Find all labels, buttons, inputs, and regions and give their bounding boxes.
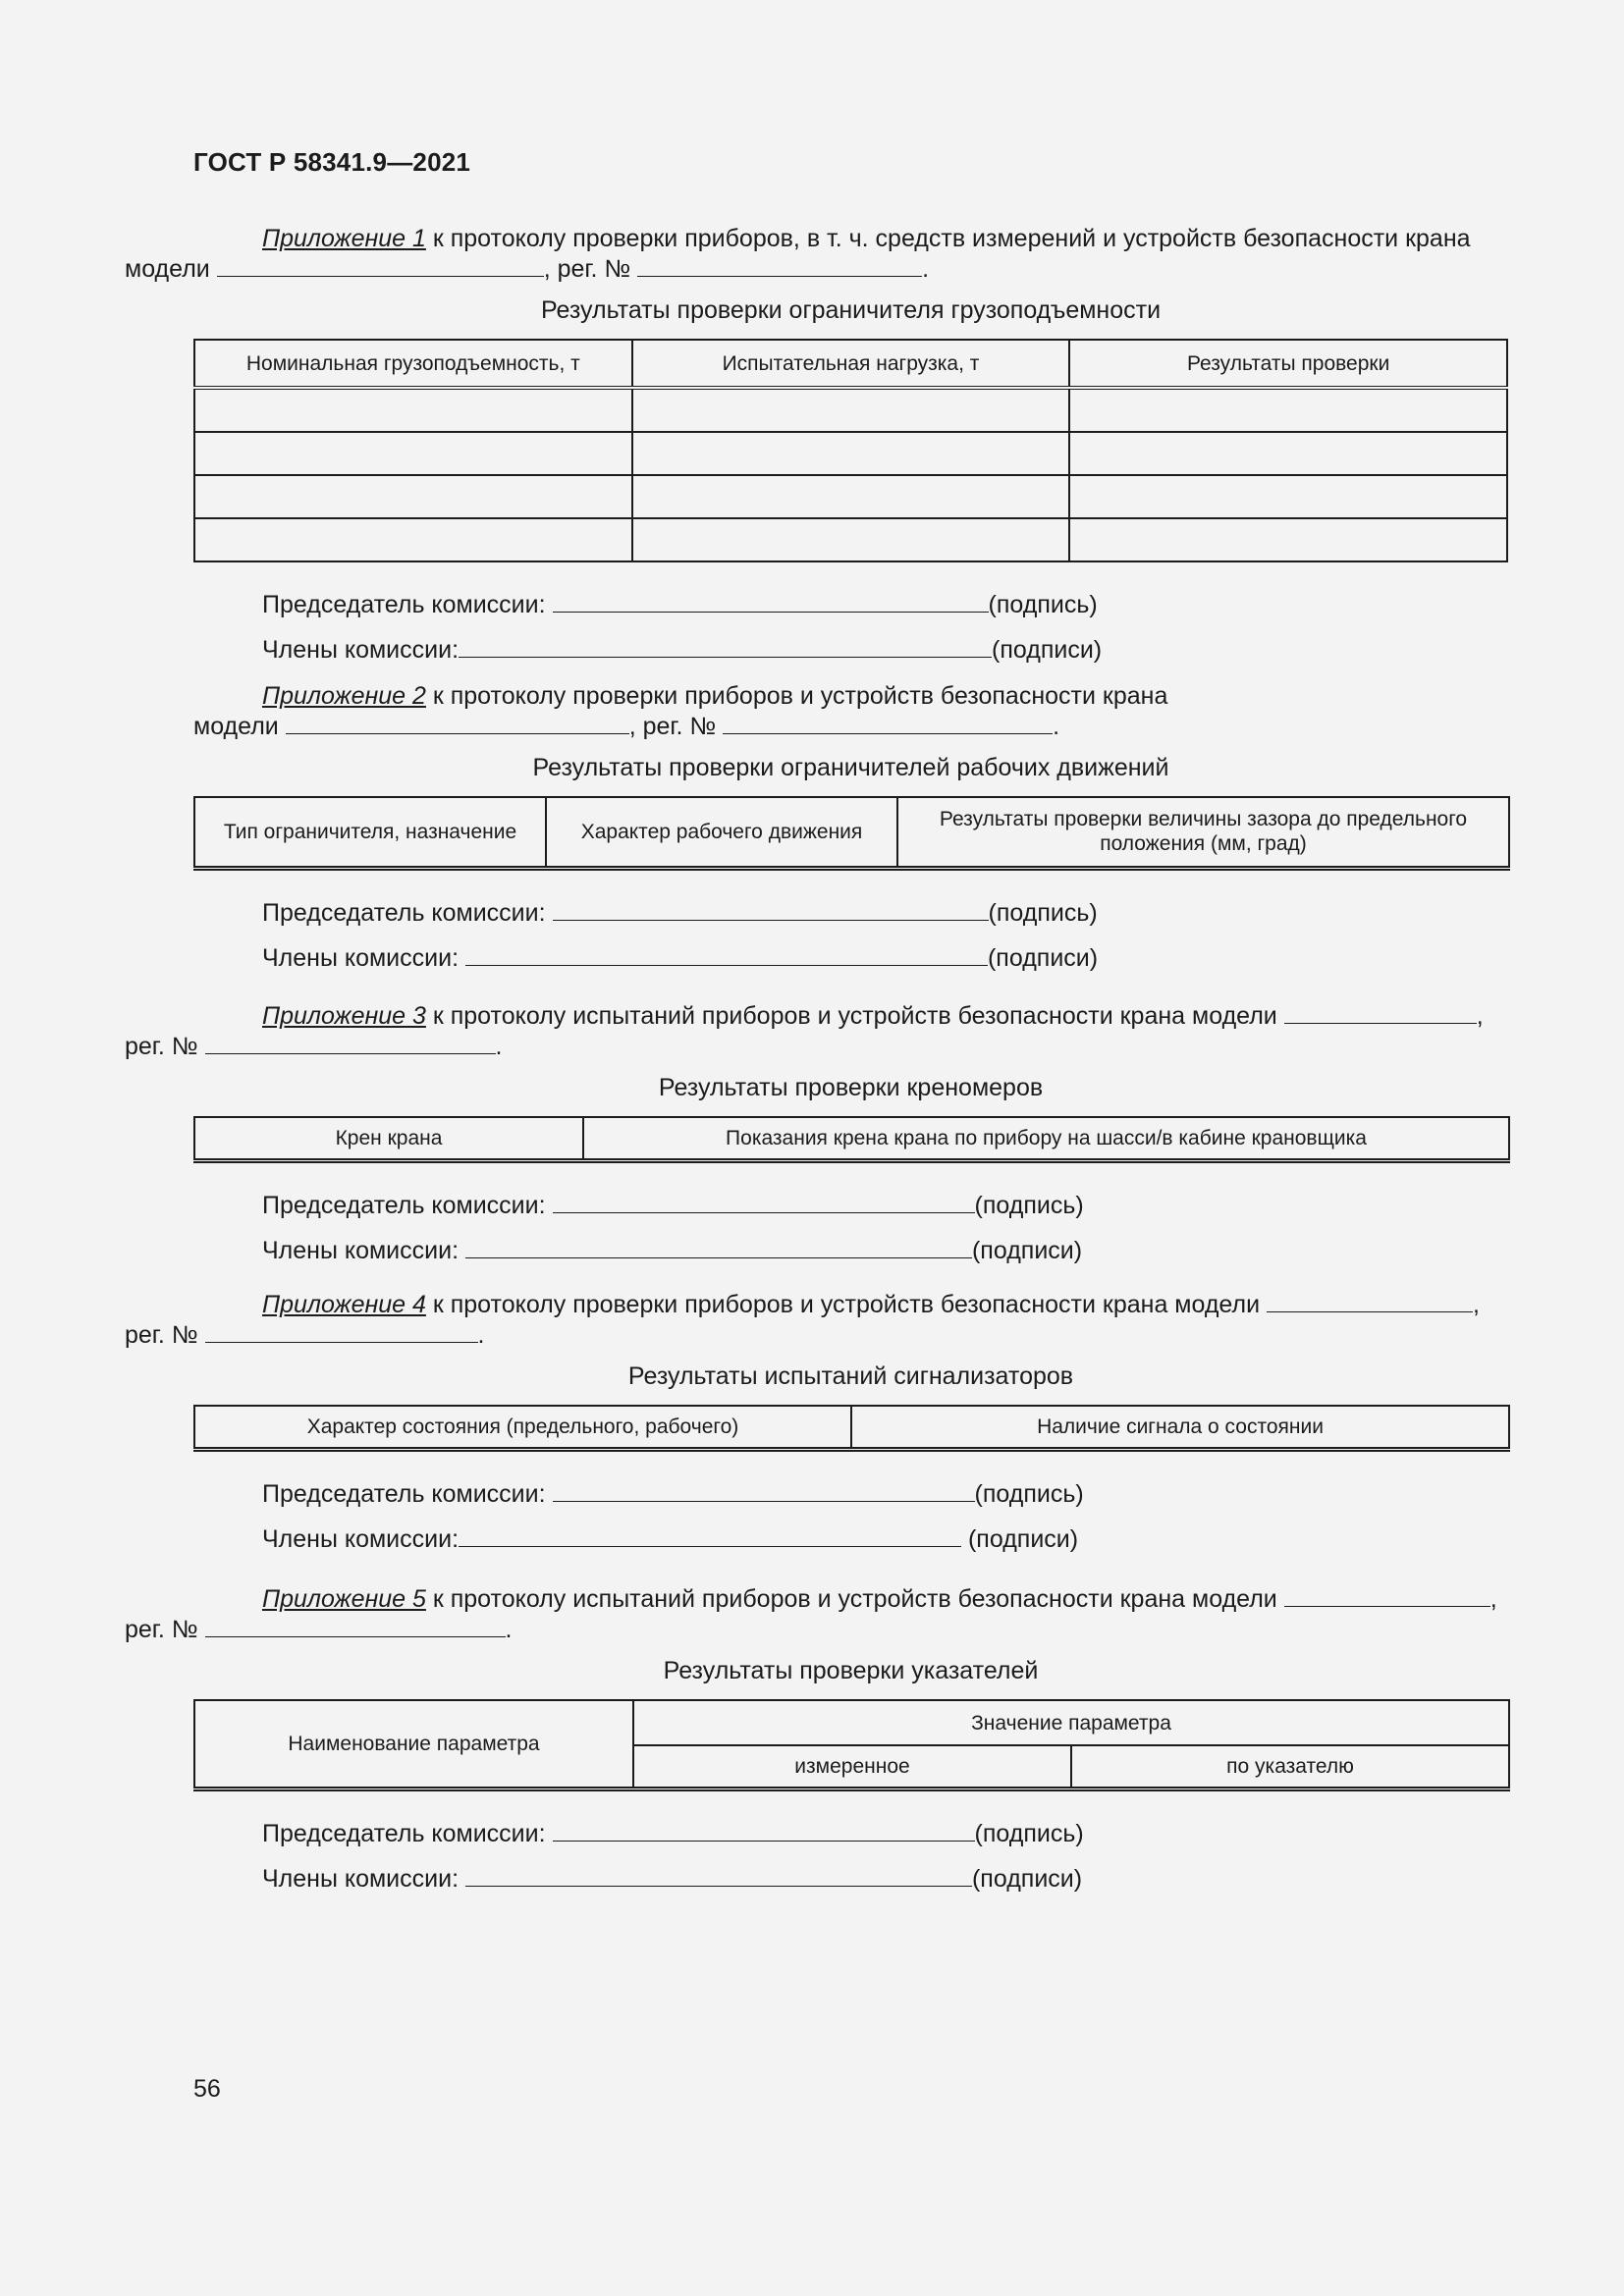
appendix-3-section [125,1001,1508,1273]
chairman-signature-field[interactable] [553,1479,975,1502]
appendix-4-section [125,1290,1508,1562]
members-signature-line: Члены комиссии: (подписи) [262,1524,1079,1553]
table-header-row [194,1700,1509,1745]
members-signature-field[interactable] [465,1864,972,1887]
document-header: ГОСТ Р 58341.9—2021 [193,147,471,177]
signature-block [193,890,1508,981]
appendix-5-label: Приложение 5 [262,1585,426,1613]
table-cell[interactable] [1069,475,1507,518]
table-cell[interactable] [194,388,632,432]
table-cell[interactable] [194,518,632,561]
table-header-row [194,797,1509,868]
appendix-1-section [125,224,1508,672]
model-field[interactable] [1284,1584,1490,1607]
table-header-row [194,1117,1509,1160]
members-signature-line: Члены комиссии: (подписи) [262,636,1103,664]
chairman-signature-field[interactable] [553,1191,975,1213]
signature-block [193,582,1508,672]
reg-number-field[interactable] [205,1320,478,1343]
header-motion-character: Характер рабочего движения [546,797,897,868]
reg-number-field[interactable] [723,712,1053,734]
header-test-load: Испытательная нагрузка, т [632,340,1070,388]
table-title: Результаты проверки ограничителя грузоподъемности [540,296,1162,324]
appendix-1-intro: Приложение 1 к протоколу проверки приборов, в т. ч. средств измерений и устройств безопасности крана модели , рег. № . [125,225,1471,283]
appendix-4-intro: Приложение 4 к протоколу проверки приборов и устройств безопасности крана модели , рег. № . [125,1291,1480,1349]
members-signature-line: Члены комиссии: (подписи) [262,1864,1083,1893]
chairman-signature-line: Председатель комиссии: (подпись) [262,1819,1084,1847]
header-limiter-type: Тип ограничителя, назначение [194,797,546,868]
members-signature-line: Члены комиссии: (подписи) [262,1236,1083,1264]
model-field[interactable] [1284,1001,1477,1024]
model-field[interactable] [1267,1290,1473,1312]
header-measured: измеренное [633,1745,1071,1789]
table-cell[interactable] [1069,518,1507,561]
reg-number-field[interactable] [205,1032,496,1054]
table-cell[interactable] [194,475,632,518]
table-title: Результаты испытаний сигнализаторов [627,1362,1074,1390]
appendix-5-intro: Приложение 5 к протоколу испытаний приборов и устройств безопасности крана модели , рег. № . [125,1585,1497,1643]
members-signature-field[interactable] [465,943,988,966]
members-signature-field[interactable] [459,1524,961,1547]
chairman-signature-field[interactable] [553,1819,975,1842]
table-row [194,518,1507,561]
table-cell[interactable] [1069,388,1507,432]
appendix-2-label: Приложение 2 [262,682,426,710]
page-number: 56 [193,2075,221,2103]
reg-number-field[interactable] [205,1615,506,1637]
table-header-row [194,340,1507,388]
motion-limiter-results-table [193,796,1510,871]
table-cell[interactable] [1069,432,1507,475]
appendix-5-section [125,1584,1508,1901]
signature-block [193,1183,1508,1273]
header-signal-presence: Наличие сигнала о состоянии [851,1406,1509,1449]
appendix-4-label: Приложение 4 [262,1291,426,1318]
chairman-signature-field[interactable] [553,590,989,613]
header-by-indicator: по указателю [1071,1745,1509,1789]
header-crane-tilt: Крен крана [194,1117,583,1160]
header-parameter-value: Значение параметра [633,1700,1509,1745]
header-nominal-capacity: Номинальная грузоподъемность, т [194,340,632,388]
appendix-3-intro: Приложение 3 к протоколу испытаний приборов и устройств безопасности крана модели , рег. № . [125,1002,1484,1060]
members-signature-field[interactable] [465,1236,972,1258]
table-title: Результаты проверки ограничителей рабочих движений [532,754,1169,781]
header-check-results: Результаты проверки [1069,340,1507,388]
chairman-signature-line: Председатель комиссии: (подпись) [262,898,1098,927]
members-signature-line: Члены комиссии: (подписи) [262,943,1099,972]
load-limiter-results-table [193,339,1508,562]
signature-block [193,1811,1508,1901]
chairman-signature-line: Председатель комиссии: (подпись) [262,1191,1084,1219]
appendix-2-intro: Приложение 2 к протоколу проверки приборов и устройств безопасности крана модели , рег. № . [193,682,1168,740]
chairman-signature-line: Председатель комиссии: (подпись) [262,591,1098,618]
signalizer-results-table [193,1405,1510,1452]
header-state-character: Характер состояния (предельного, рабочего) [194,1406,851,1449]
chairman-signature-field[interactable] [553,898,989,921]
header-parameter-name: Наименование параметра [194,1700,633,1789]
table-cell[interactable] [194,432,632,475]
appendix-2-section [193,681,1508,981]
table-cell[interactable] [632,432,1070,475]
table-row [194,475,1507,518]
chairman-signature-line: Председатель комиссии: (подпись) [262,1479,1084,1508]
header-gap-results: Результаты проверки величины зазора до предельного положения (мм, град) [897,797,1509,868]
table-cell[interactable] [632,475,1070,518]
appendix-3-label: Приложение 3 [262,1002,426,1030]
table-title: Результаты проверки креномеров [658,1074,1044,1101]
reg-number-field[interactable] [637,254,922,277]
table-title: Результаты проверки указателей [663,1657,1039,1684]
table-cell[interactable] [632,518,1070,561]
header-tilt-readings: Показания крена крана по прибору на шасси/в кабине крановщика [583,1117,1509,1160]
table-row [194,432,1507,475]
signature-block [193,1471,1508,1562]
model-field[interactable] [217,254,544,277]
table-row [194,388,1507,432]
inclinometer-results-table [193,1116,1510,1163]
table-header-row [194,1406,1509,1449]
members-signature-field[interactable] [459,635,992,658]
indicator-results-table [193,1699,1510,1791]
model-field[interactable] [286,712,629,734]
appendix-1-label: Приложение 1 [262,225,426,252]
table-cell[interactable] [632,388,1070,432]
